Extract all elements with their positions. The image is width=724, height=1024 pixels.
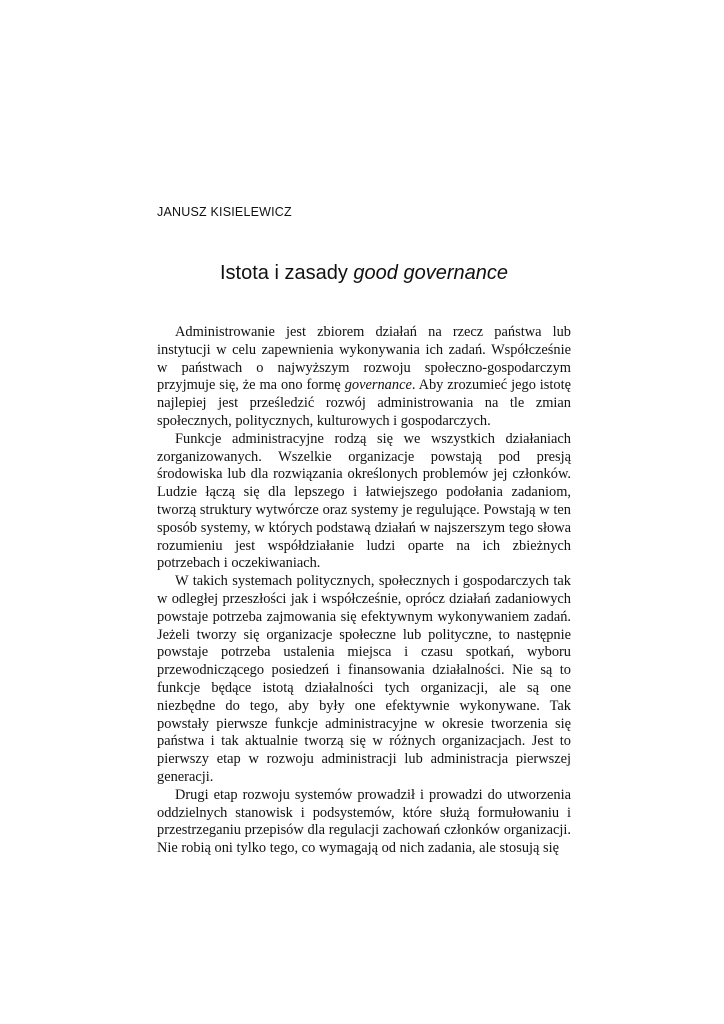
paragraph-2: Funkcje administracyjne rodzą się we wszystkich działaniach zorganizowanych. Wszelkie organizacje powstają pod presją środowiska lub dla rozwiązania określonych problemów jej członków. Ludzie łączą się dla lepszego i łatwiejszego podołania zadaniom, tworzą struktury wytwórcze oraz systemy je regulujące. Powstają w ten sposób systemy, w których podstawą działań w najszerszym tego słowa rozumieniu jest współdziałanie ludzi oparte na ich zbieżnych potrzebach i oczekiwaniach. (157, 430, 571, 572)
paragraph-4: Drugi etap rozwoju systemów prowadził i prowadzi do utworzenia oddzielnych stanowisk i podsystemów, które służą formułowaniu i przestrzeganiu przepisów dla regulacji zachowań członków organizacji. Nie robią oni tylko tego, co wymagają od nich zadania, ale stosują się (157, 786, 571, 857)
paragraph-1 (157, 324, 571, 431)
article-title (157, 262, 571, 285)
title-italic: good governance (353, 262, 508, 284)
article-body (157, 324, 571, 858)
paragraph-1-part-1: Administrowanie jest zbiorem działań na rzecz państwa lub instytucji w celu zapewnienia wykonywania ich zadań. Współcześnie w państwach o najwyższym rozwoju społeczno-gospodarczym przyjmuje się, że ma ono formę (157, 324, 571, 394)
paragraph-1-part-2: . Aby zrozumieć jego istotę najlepiej jest prześledzić rozwój administrowania na tle zmian społecznych, politycznych, kulturowych i gospodarczych. (157, 377, 571, 429)
author-name: JANUSZ KISIELEWICZ (157, 205, 292, 219)
title-plain: Istota i zasady (220, 262, 354, 284)
paragraph-3: W takich systemach politycznych, społecznych i gospodarczych tak w odległej przeszłości jak i współcześnie, oprócz działań zadaniowych powstaje potrzeba zajmowania się efektywnym wykonywaniem zadań. Jeżeli tworzy się organizacje społeczne lub polityczne, to następnie powstaje potrzeba ustalenia miejsca i czasu spotkań, wyboru przewodniczącego posiedzeń i finansowania działalności. Nie są to funkcje będące istotą działalności tych organizacji, ale są one niezbędne do tego, aby były one efektywnie wykonywane. Tak powstały pierwsze funkcje administracyjne w okresie tworzenia się państwa i tak aktualnie tworzą się w różnych organizacjach. Jest to pierwszy etap w rozwoju administracji lub administracja pierwszej generacji. (157, 573, 571, 785)
paragraph-1-italic-term: governance (344, 377, 412, 394)
